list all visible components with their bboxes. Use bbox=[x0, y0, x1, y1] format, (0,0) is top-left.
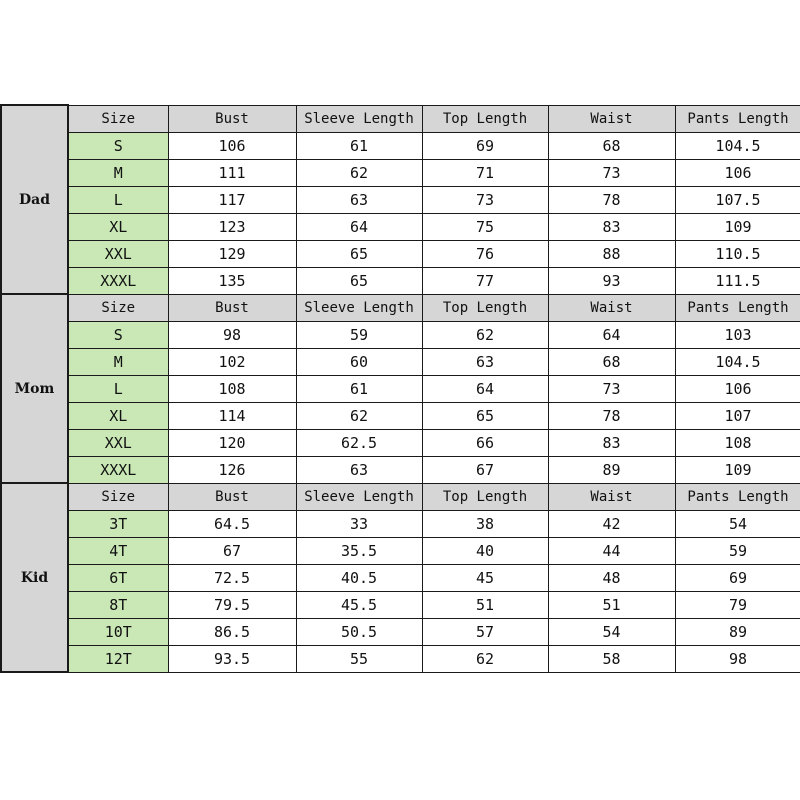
table-row bbox=[1, 186, 800, 213]
bust-cell: 120 bbox=[168, 429, 296, 456]
group-label: Kid bbox=[1, 483, 68, 672]
waist-cell: 42 bbox=[548, 510, 675, 537]
bust-cell: 108 bbox=[168, 375, 296, 402]
table-row bbox=[1, 132, 800, 159]
top-length-cell: 64 bbox=[422, 375, 548, 402]
size-cell: 8T bbox=[68, 591, 168, 618]
top-length-cell: 73 bbox=[422, 186, 548, 213]
column-header-top-length: Top Length bbox=[422, 483, 548, 510]
table-row bbox=[1, 618, 800, 645]
column-header-top-length: Top Length bbox=[422, 105, 548, 132]
pants-length-cell: 59 bbox=[675, 537, 800, 564]
pants-length-cell: 109 bbox=[675, 456, 800, 483]
waist-cell: 44 bbox=[548, 537, 675, 564]
table-row bbox=[1, 375, 800, 402]
sleeve-length-cell: 64 bbox=[296, 213, 422, 240]
sleeve-length-cell: 62 bbox=[296, 159, 422, 186]
bust-cell: 72.5 bbox=[168, 564, 296, 591]
column-header-bust: Bust bbox=[168, 483, 296, 510]
pants-length-cell: 106 bbox=[675, 159, 800, 186]
waist-cell: 78 bbox=[548, 402, 675, 429]
size-cell: L bbox=[68, 186, 168, 213]
sleeve-length-cell: 63 bbox=[296, 186, 422, 213]
table-row bbox=[1, 429, 800, 456]
top-length-cell: 57 bbox=[422, 618, 548, 645]
table-row bbox=[1, 564, 800, 591]
table-row bbox=[1, 240, 800, 267]
header-row bbox=[1, 483, 800, 510]
size-cell: 6T bbox=[68, 564, 168, 591]
size-cell: XXXL bbox=[68, 267, 168, 294]
sleeve-length-cell: 65 bbox=[296, 267, 422, 294]
table-row bbox=[1, 213, 800, 240]
table-row bbox=[1, 402, 800, 429]
table-row bbox=[1, 510, 800, 537]
top-length-cell: 45 bbox=[422, 564, 548, 591]
sleeve-length-cell: 61 bbox=[296, 132, 422, 159]
bust-cell: 126 bbox=[168, 456, 296, 483]
size-cell: M bbox=[68, 159, 168, 186]
top-length-cell: 76 bbox=[422, 240, 548, 267]
top-length-cell: 38 bbox=[422, 510, 548, 537]
pants-length-cell: 103 bbox=[675, 321, 800, 348]
top-length-cell: 69 bbox=[422, 132, 548, 159]
column-header-sleeve-length: Sleeve Length bbox=[296, 483, 422, 510]
waist-cell: 83 bbox=[548, 429, 675, 456]
waist-cell: 78 bbox=[548, 186, 675, 213]
table-row bbox=[1, 321, 800, 348]
size-cell: XL bbox=[68, 402, 168, 429]
column-header-size: Size bbox=[68, 105, 168, 132]
bust-cell: 93.5 bbox=[168, 645, 296, 672]
top-length-cell: 62 bbox=[422, 321, 548, 348]
bust-cell: 102 bbox=[168, 348, 296, 375]
size-cell: 12T bbox=[68, 645, 168, 672]
bust-cell: 129 bbox=[168, 240, 296, 267]
pants-length-cell: 79 bbox=[675, 591, 800, 618]
bust-cell: 64.5 bbox=[168, 510, 296, 537]
table-row bbox=[1, 348, 800, 375]
top-length-cell: 65 bbox=[422, 402, 548, 429]
column-header-pants-length: Pants Length bbox=[675, 105, 800, 132]
pants-length-cell: 110.5 bbox=[675, 240, 800, 267]
size-cell: XXL bbox=[68, 240, 168, 267]
size-chart-table bbox=[0, 104, 800, 673]
group-label: Mom bbox=[1, 294, 68, 483]
bust-cell: 86.5 bbox=[168, 618, 296, 645]
size-cell: XXL bbox=[68, 429, 168, 456]
column-header-waist: Waist bbox=[548, 483, 675, 510]
top-length-cell: 63 bbox=[422, 348, 548, 375]
size-cell: S bbox=[68, 321, 168, 348]
pants-length-cell: 69 bbox=[675, 564, 800, 591]
table-row bbox=[1, 591, 800, 618]
top-length-cell: 75 bbox=[422, 213, 548, 240]
table-row bbox=[1, 267, 800, 294]
bust-cell: 114 bbox=[168, 402, 296, 429]
top-length-cell: 77 bbox=[422, 267, 548, 294]
pants-length-cell: 111.5 bbox=[675, 267, 800, 294]
pants-length-cell: 107 bbox=[675, 402, 800, 429]
column-header-pants-length: Pants Length bbox=[675, 483, 800, 510]
waist-cell: 64 bbox=[548, 321, 675, 348]
waist-cell: 48 bbox=[548, 564, 675, 591]
sleeve-length-cell: 33 bbox=[296, 510, 422, 537]
size-cell: 10T bbox=[68, 618, 168, 645]
pants-length-cell: 109 bbox=[675, 213, 800, 240]
table-row bbox=[1, 456, 800, 483]
top-length-cell: 71 bbox=[422, 159, 548, 186]
waist-cell: 54 bbox=[548, 618, 675, 645]
header-row bbox=[1, 105, 800, 132]
sleeve-length-cell: 35.5 bbox=[296, 537, 422, 564]
table-row bbox=[1, 537, 800, 564]
size-chart-body bbox=[1, 105, 800, 672]
column-header-pants-length: Pants Length bbox=[675, 294, 800, 321]
pants-length-cell: 89 bbox=[675, 618, 800, 645]
bust-cell: 117 bbox=[168, 186, 296, 213]
sleeve-length-cell: 62 bbox=[296, 402, 422, 429]
column-header-sleeve-length: Sleeve Length bbox=[296, 294, 422, 321]
pants-length-cell: 106 bbox=[675, 375, 800, 402]
pants-length-cell: 104.5 bbox=[675, 348, 800, 375]
waist-cell: 51 bbox=[548, 591, 675, 618]
sleeve-length-cell: 61 bbox=[296, 375, 422, 402]
sleeve-length-cell: 63 bbox=[296, 456, 422, 483]
top-length-cell: 67 bbox=[422, 456, 548, 483]
sleeve-length-cell: 60 bbox=[296, 348, 422, 375]
group-label: Dad bbox=[1, 105, 68, 294]
waist-cell: 73 bbox=[548, 375, 675, 402]
bust-cell: 135 bbox=[168, 267, 296, 294]
column-header-bust: Bust bbox=[168, 105, 296, 132]
sleeve-length-cell: 62.5 bbox=[296, 429, 422, 456]
waist-cell: 88 bbox=[548, 240, 675, 267]
table-row bbox=[1, 159, 800, 186]
waist-cell: 58 bbox=[548, 645, 675, 672]
sleeve-length-cell: 65 bbox=[296, 240, 422, 267]
sleeve-length-cell: 45.5 bbox=[296, 591, 422, 618]
size-cell: 4T bbox=[68, 537, 168, 564]
size-cell: XL bbox=[68, 213, 168, 240]
sleeve-length-cell: 59 bbox=[296, 321, 422, 348]
pants-length-cell: 104.5 bbox=[675, 132, 800, 159]
table-row bbox=[1, 645, 800, 672]
size-cell: L bbox=[68, 375, 168, 402]
sleeve-length-cell: 50.5 bbox=[296, 618, 422, 645]
bust-cell: 79.5 bbox=[168, 591, 296, 618]
bust-cell: 67 bbox=[168, 537, 296, 564]
waist-cell: 83 bbox=[548, 213, 675, 240]
waist-cell: 68 bbox=[548, 348, 675, 375]
waist-cell: 68 bbox=[548, 132, 675, 159]
pants-length-cell: 108 bbox=[675, 429, 800, 456]
bust-cell: 106 bbox=[168, 132, 296, 159]
size-cell: M bbox=[68, 348, 168, 375]
column-header-size: Size bbox=[68, 294, 168, 321]
column-header-top-length: Top Length bbox=[422, 294, 548, 321]
sleeve-length-cell: 40.5 bbox=[296, 564, 422, 591]
bust-cell: 98 bbox=[168, 321, 296, 348]
bust-cell: 111 bbox=[168, 159, 296, 186]
top-length-cell: 51 bbox=[422, 591, 548, 618]
column-header-sleeve-length: Sleeve Length bbox=[296, 105, 422, 132]
pants-length-cell: 107.5 bbox=[675, 186, 800, 213]
size-cell: XXXL bbox=[68, 456, 168, 483]
sleeve-length-cell: 55 bbox=[296, 645, 422, 672]
waist-cell: 89 bbox=[548, 456, 675, 483]
waist-cell: 93 bbox=[548, 267, 675, 294]
waist-cell: 73 bbox=[548, 159, 675, 186]
bust-cell: 123 bbox=[168, 213, 296, 240]
top-length-cell: 62 bbox=[422, 645, 548, 672]
column-header-waist: Waist bbox=[548, 105, 675, 132]
size-cell: 3T bbox=[68, 510, 168, 537]
top-length-cell: 40 bbox=[422, 537, 548, 564]
top-length-cell: 66 bbox=[422, 429, 548, 456]
column-header-waist: Waist bbox=[548, 294, 675, 321]
column-header-bust: Bust bbox=[168, 294, 296, 321]
size-cell: S bbox=[68, 132, 168, 159]
pants-length-cell: 98 bbox=[675, 645, 800, 672]
column-header-size: Size bbox=[68, 483, 168, 510]
header-row bbox=[1, 294, 800, 321]
pants-length-cell: 54 bbox=[675, 510, 800, 537]
